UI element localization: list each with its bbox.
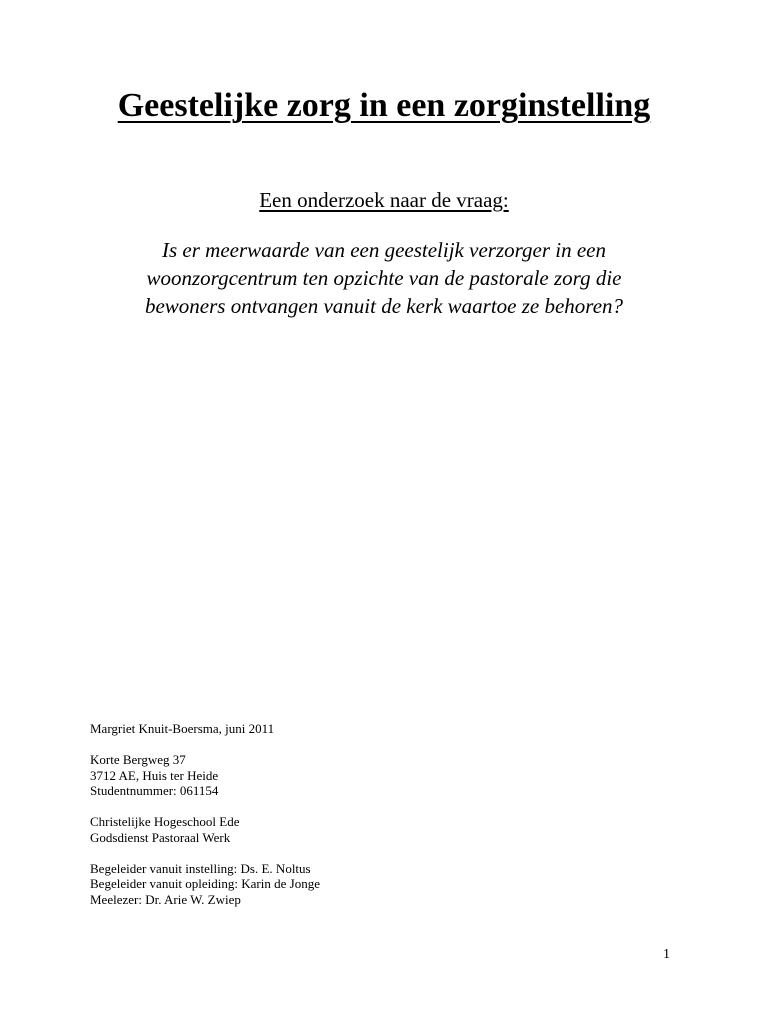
document-subtitle: Een onderzoek naar de vraag: [259,188,509,212]
research-question-line: Is er meerwaarde van een geestelijk verzorger in een [162,238,606,262]
education-supervisor: Begeleider vanuit opleiding: Karin de Jonge [90,876,320,891]
author-line: Margriet Knuit-Boersma, juni 2011 [90,721,275,736]
school-name: Christelijke Hogeschool Ede [90,814,240,829]
author-info-block [90,721,320,907]
student-number: Studentnummer: 061154 [90,783,219,798]
reader: Meelezer: Dr. Arie W. Zwiep [90,891,241,907]
address-city: 3712 AE, Huis ter Heide [90,767,219,783]
research-question-line: woonzorgcentrum ten opzichte van de pastorale zorg die [146,266,622,290]
document-title: Geestelijke zorg in een zorginstelling [117,87,651,124]
address-street: Korte Bergweg 37 [90,752,186,767]
research-question [100,236,668,320]
institution-supervisor: Begeleider vanuit instelling: Ds. E. Noltus [90,860,311,876]
page-number: 1 [663,947,670,962]
research-question-line: bewoners ontvangen vanuit de kerk waartoe ze behoren? [144,294,624,318]
program-name: Godsdienst Pastoraal Werk [90,829,231,845]
